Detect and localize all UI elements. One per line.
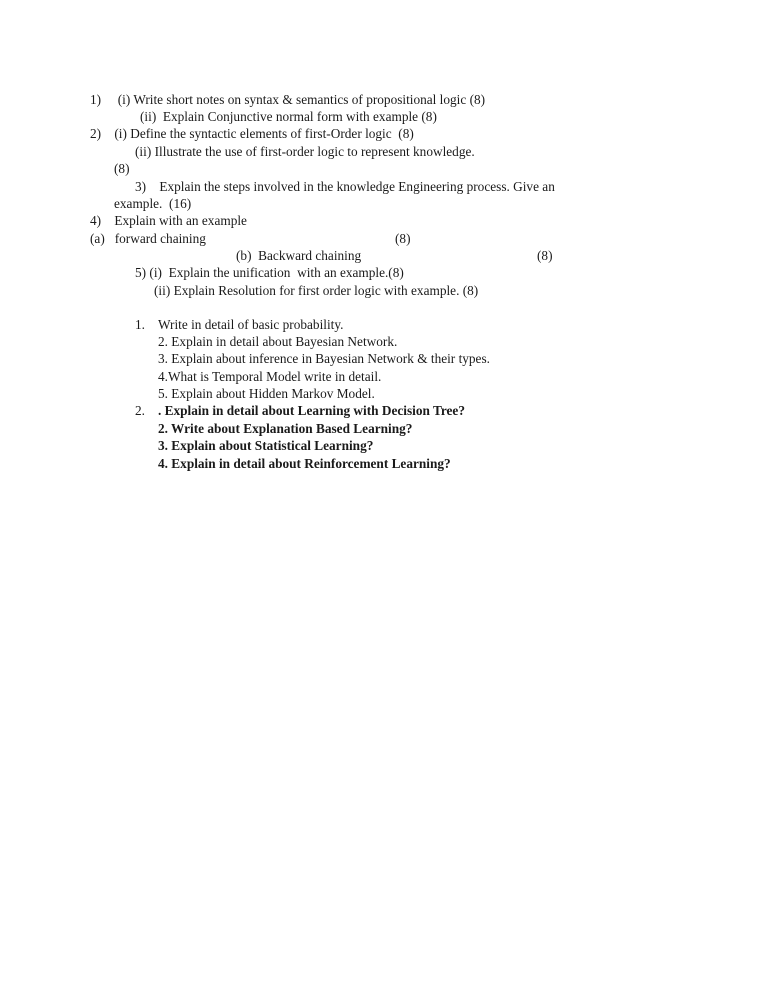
question-4-b-marks: (8) (537, 248, 553, 263)
bold-question-1: . Explain in detail about Learning with Decision Tree? (158, 403, 465, 418)
question-4: 4) Explain with an example (90, 213, 247, 228)
question-5-i: 5) (i) Explain the unification with an example.(8) (135, 265, 404, 280)
question-4-a-marks: (8) (395, 231, 411, 246)
unit-question-5: 5. Explain about Hidden Markov Model. (158, 386, 375, 401)
question-5-ii: (ii) Explain Resolution for first order logic with example. (8) (154, 283, 479, 298)
unit-question-1: 1. Write in detail of basic probability. (135, 317, 344, 332)
question-3: 3) Explain the steps involved in the knowledge Engineering process. Give an (135, 179, 555, 194)
question-2-ii: (ii) Illustrate the use of first-order logic to represent knowledge. (135, 144, 475, 159)
question-4-a: (a) forward chaining (90, 231, 206, 246)
bold-question-4: 4. Explain in detail about Reinforcement Learning? (158, 456, 451, 471)
question-4-b: (b) Backward chaining (236, 248, 362, 263)
question-3-cont: example. (16) (114, 196, 192, 211)
unit-question-3: 3. Explain about inference in Bayesian Network & their types. (158, 351, 490, 366)
bold-list-number: 2. (135, 403, 145, 418)
unit-question-4: 4.What is Temporal Model write in detail. (158, 369, 382, 384)
question-2-ii-marks: (8) (114, 161, 130, 176)
question-1-i: 1) (i) Write short notes on syntax & semantics of propositional logic (8) (90, 92, 486, 107)
bold-question-3: 3. Explain about Statistical Learning? (158, 438, 374, 453)
question-1-ii: (ii) Explain Conjunctive normal form with example (8) (140, 109, 437, 124)
unit-question-2: 2. Explain in detail about Bayesian Network. (158, 334, 398, 349)
question-2-i: 2) (i) Define the syntactic elements of first-Order logic (8) (90, 126, 414, 141)
bold-question-2: 2. Write about Explanation Based Learning? (158, 421, 413, 436)
